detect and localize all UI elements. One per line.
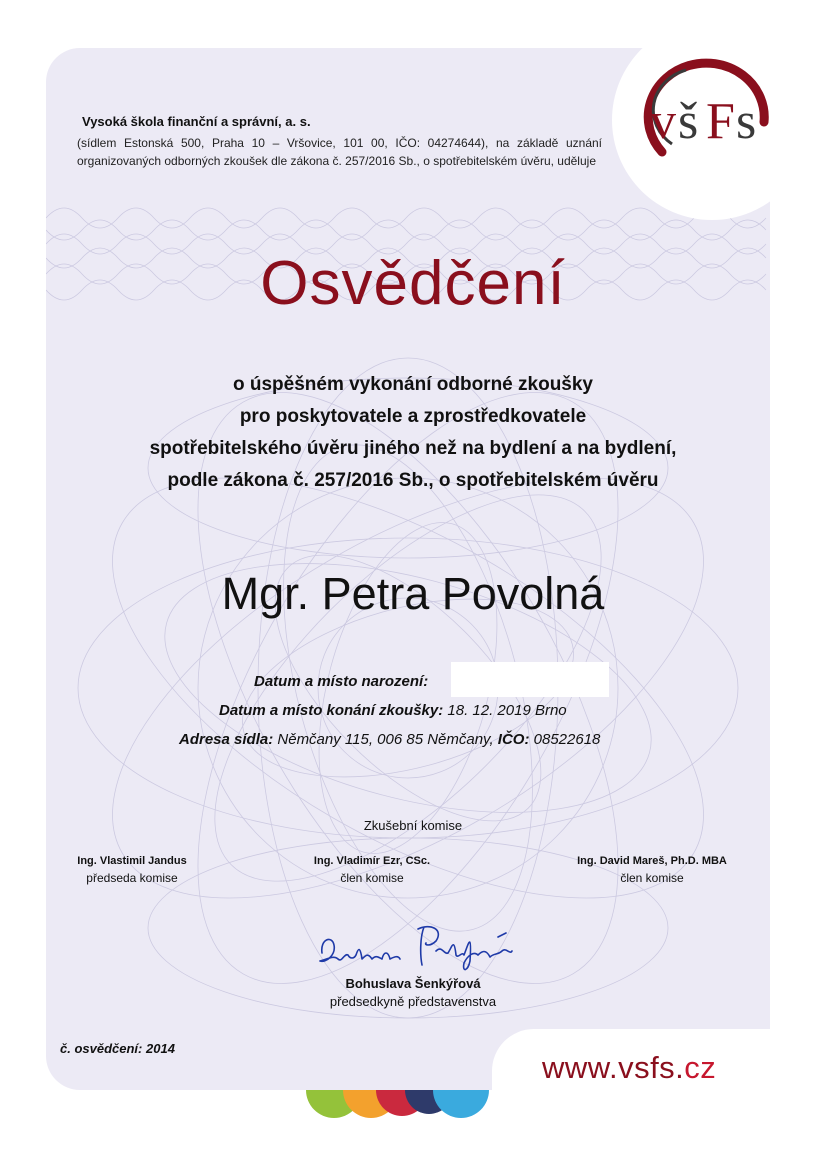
exam-value: 18. 12. 2019 Brno [447,702,567,719]
website-main: www.vsfs. [542,1050,685,1085]
website-tld: cz [684,1050,717,1085]
signer-role: předsedkyně představenstva [329,994,497,1009]
subtitle-line: o úspěšném vykonání odborné zkoušky [232,374,594,395]
birth-label: Datum a místo narození: [254,673,429,690]
handwritten-signature [312,915,538,979]
exam-label: Datum a místo konání zkoušky: [219,702,444,719]
member-name: Ing. Vladimír Ezr, CSc. [313,855,431,867]
redacted-birth-field [451,662,609,697]
birth-info-row [254,673,428,690]
blue-circle [433,1090,489,1118]
website-url [542,1050,716,1086]
signer-block [280,975,546,1011]
address-label: Adresa sídla: [179,731,274,748]
committee-member [272,853,472,887]
issuer-description: (sídlem Estonská 500, Praha 10 – Vršovice, 101 00, IČO: 04274644), na základě uznání organizovaných odborných zkoušek dle zákona č. 257/2016 Sb., o spotřebitelském úvěru, uděluje [77,136,602,168]
certificate-number: č. osvědčení: 2014 [60,1041,175,1056]
svg-text:š: š [678,93,699,150]
member-role: člen komise [620,871,684,885]
certificate-subtitle [40,369,786,497]
member-role: předseda komise [86,871,178,885]
certificate-title: Osvědčení [260,249,566,318]
svg-text:F: F [706,93,735,150]
member-name: Ing. David Mareš, Ph.D. MBA [577,855,727,867]
ico-label: IČO: [497,731,530,748]
certificate-number-label: č. osvědčení [60,1041,139,1056]
signer-name: Bohuslava Šenkýřová [345,976,481,991]
vsfs-logo [632,52,776,168]
address-info-row [179,731,600,748]
ico-value: 08522618 [533,731,601,748]
holder-name: Mgr. Petra Povolná [221,568,605,619]
subtitle-line: spotřebitelského úvěru jiného než na bydlení a na bydlení, [149,438,677,459]
subtitle-line: pro poskytovatele a zprostředkovatele [239,406,587,427]
exam-info-row [219,702,567,719]
svg-text:v: v [650,93,676,150]
decorative-circles [300,1090,500,1130]
subtitle-line: podle zákona č. 257/2016 Sb., o spotřebitelském úvěru [167,470,659,491]
address-value: Němčany 115, 006 85 Němčany, [277,731,494,748]
committee-member [32,853,232,887]
committee-label: Zkušební komise [363,818,463,833]
certificate-number-value: 2014 [146,1041,175,1056]
svg-text:s: s [736,93,757,150]
member-name: Ing. Vlastimil Jandus [77,855,187,867]
issuer-name: Vysoká škola finanční a správní, a. s. [82,114,311,129]
member-role: člen komise [340,871,404,885]
committee-member [552,853,752,887]
